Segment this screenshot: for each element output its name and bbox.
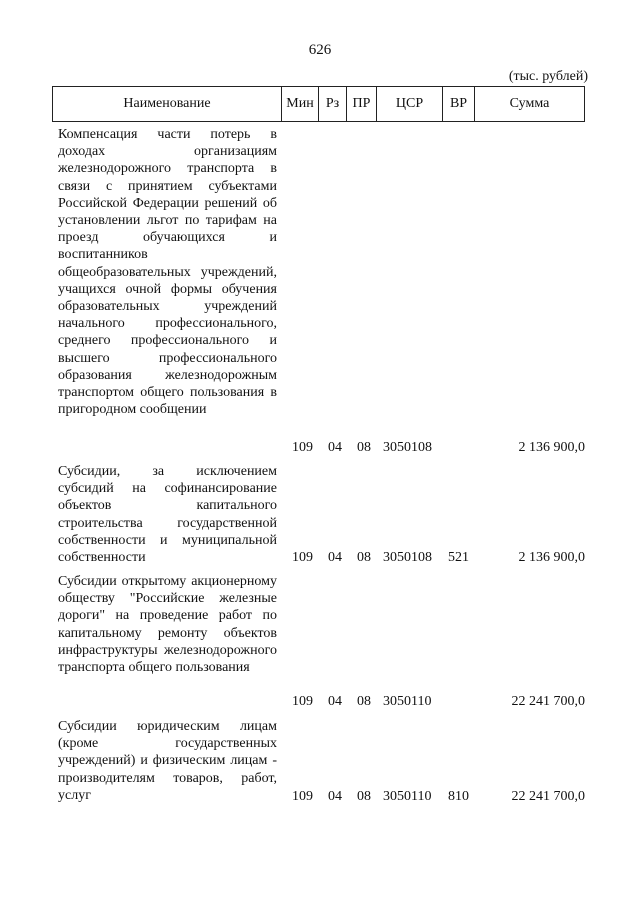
table-row	[52, 573, 585, 711]
cell-rz: 04	[328, 550, 342, 565]
col-header-pr: ПР	[346, 87, 376, 121]
table-row	[52, 718, 585, 808]
cell-rz: 04	[328, 789, 342, 804]
col-header-vr: ВР	[442, 87, 474, 121]
cell-rz: 04	[328, 440, 342, 455]
row-codes	[52, 549, 585, 566]
cell-csr: 3050108	[383, 550, 432, 565]
cell-csr: 3050110	[383, 694, 432, 709]
row-name: Субсидии открытому акционерному обществу "Российские железные дороги" на проведение работ по капитальному ремонту объектов инфраструктуры железнодорожного транспорта общего пользования	[58, 574, 277, 676]
cell-pr: 08	[357, 694, 371, 709]
cell-vr: 810	[448, 789, 469, 804]
table-row	[52, 463, 585, 567]
cell-pr: 08	[357, 440, 371, 455]
col-header-min: Мин	[281, 87, 318, 121]
cell-sum: 22 241 700,0	[511, 789, 585, 804]
cell-sum: 2 136 900,0	[518, 440, 585, 455]
row-name: Компенсация части потерь в доходах организациям железнодорожного транспорта в связи с принятием субъектами Российской Федерации решений об установлении льгот по тарифам на проезд обучающихся и воспитанников общеобразовательных учреждений, учащихся очной формы обучения образовательных учреждений начального профессионального, среднего профессионального и высшего профессионального образования железнодорожным транспортом общего пользования в пригородном сообщении	[58, 127, 277, 418]
page-number: 626	[308, 42, 332, 58]
table-row	[52, 126, 585, 456]
cell-min: 109	[292, 694, 313, 709]
row-name: Субсидии юридическим лицам (кроме государственных учреждений) и физическим лицам - производителям товаров, работ, услуг	[58, 719, 277, 803]
cell-sum: 2 136 900,0	[518, 550, 585, 565]
cell-min: 109	[292, 440, 313, 455]
cell-min: 109	[292, 550, 313, 565]
cell-vr: 521	[448, 550, 469, 565]
cell-csr: 3050110	[383, 789, 432, 804]
cell-csr: 3050108	[383, 440, 432, 455]
units-label: (тыс. рублей)	[508, 69, 588, 84]
row-codes	[52, 788, 585, 805]
cell-pr: 08	[357, 789, 371, 804]
table-header	[52, 86, 585, 122]
col-header-rz: Рз	[318, 87, 346, 121]
cell-rz: 04	[328, 694, 342, 709]
col-header-csr: ЦСР	[376, 87, 442, 121]
cell-sum: 22 241 700,0	[511, 694, 585, 709]
col-header-sum: Сумма	[474, 87, 584, 121]
row-codes	[52, 439, 585, 456]
row-name: Субсидии, за исключением субсидий на софинансирование объектов капитального строительства государственной собственности и муниципальной собственности	[58, 464, 277, 566]
row-codes	[52, 693, 585, 710]
cell-pr: 08	[357, 550, 371, 565]
cell-min: 109	[292, 789, 313, 804]
col-header-name: Наименование	[123, 96, 211, 111]
